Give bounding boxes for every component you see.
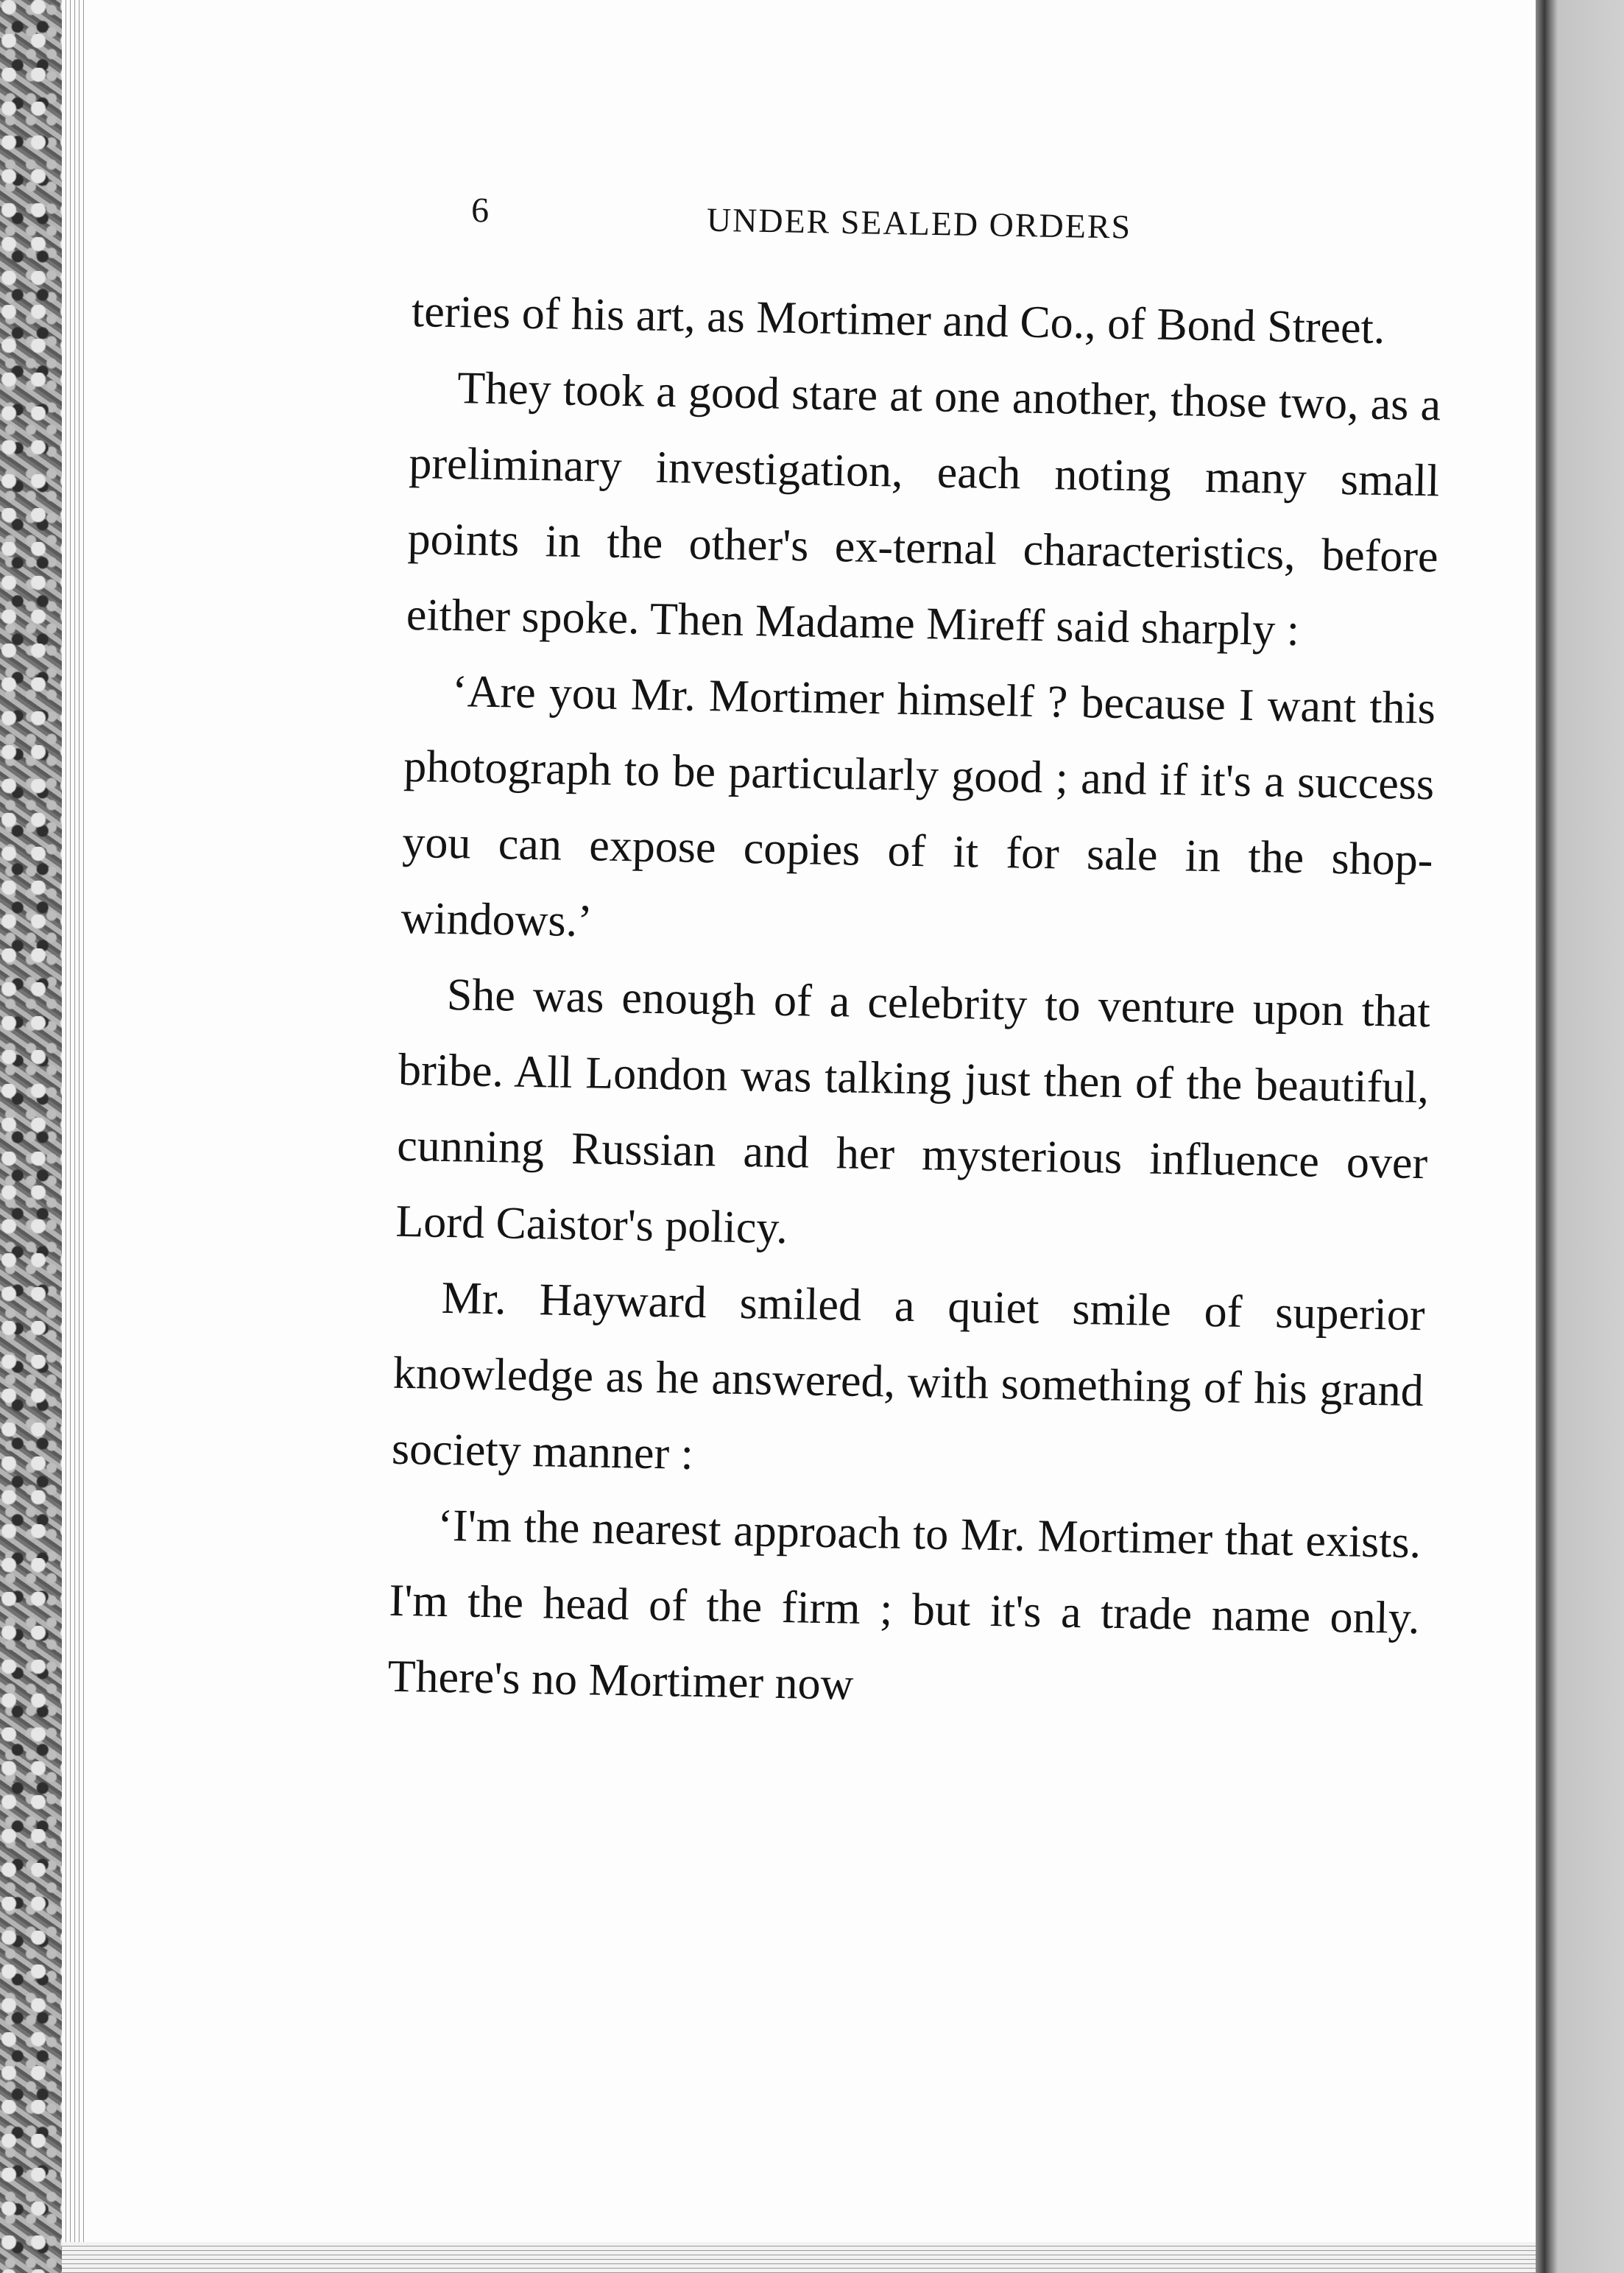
paragraph: ‘Are you Mr. Mortimer himself ? because I want this photograph to be particularly good ; and if it's a success you can expose copies of it for sale in the shop-windows.’ <box>400 666 1436 947</box>
book-cover-edge <box>0 0 62 2273</box>
running-head: UNDER SEALED ORDERS <box>706 200 1132 246</box>
page-number: 6 <box>470 191 490 230</box>
body-text <box>387 274 1443 1733</box>
paragraph: Mr. Hayward smiled a quiet smile of superior knowledge as he answered, with something of his grand society manner : <box>391 1272 1426 1479</box>
page-bottom-edge <box>62 2242 1536 2273</box>
paragraph: They took a good stare at one another, those two, as a preliminary investigation, each noting many small points in the other's ex-ternal characteristics, before either spoke. Then Madame Mireff said sharply : <box>406 363 1441 656</box>
paragraph: ‘I'm the nearest approach to Mr. Mortimer that exists. I'm the head of the firm ; but it's a trade name only. There's no Mortimer now <box>387 1500 1422 1710</box>
book-right-edge <box>1536 0 1624 2273</box>
paragraph: She was enough of a celebrity to venture upon that bribe. All London was talking just then of the beautiful, cunning Russian and her mysterious influence over Lord Caistor's policy. <box>395 969 1431 1254</box>
page-stack-edge <box>62 0 84 2273</box>
paragraph: teries of his art, as Mortimer and Co., of Bond Street. <box>411 286 1385 354</box>
